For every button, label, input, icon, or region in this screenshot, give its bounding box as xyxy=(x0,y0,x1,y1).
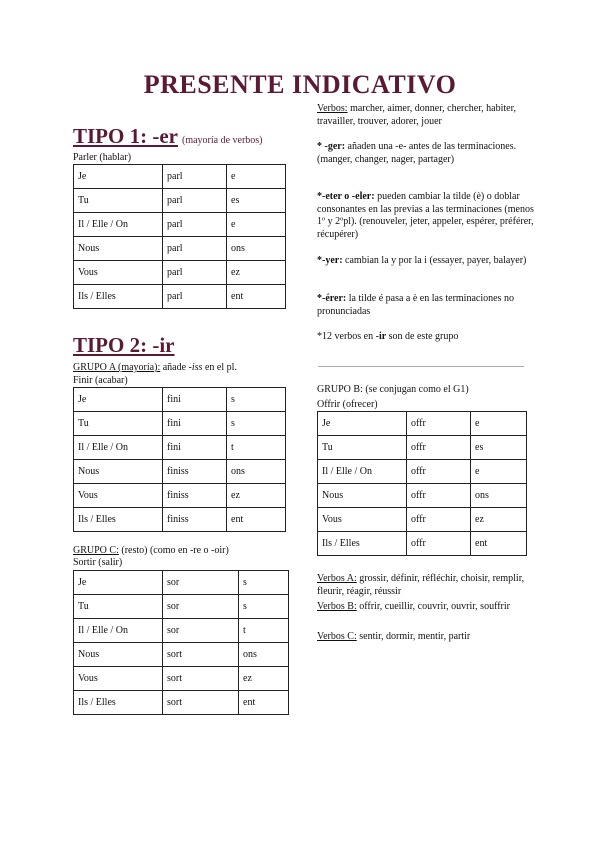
stem-cell: parl xyxy=(163,285,227,309)
grupo-c-note: (resto) (como en -re o -oir) xyxy=(118,545,229,556)
stem-cell: parl xyxy=(163,213,227,237)
verbos-note xyxy=(317,103,542,128)
table-row xyxy=(318,484,527,508)
grupo-a-note-em: -iss xyxy=(188,362,203,373)
grupo-a-note-post: en el pl. xyxy=(202,362,237,373)
pronoun-cell: Nous xyxy=(318,484,407,508)
pronoun-cell: Tu xyxy=(74,412,163,436)
ending-cell: ez xyxy=(471,508,527,532)
tipo2-title: TIPO 2: -ir xyxy=(73,333,175,357)
stem-cell: parl xyxy=(163,165,227,189)
stem-cell: fini xyxy=(163,436,227,460)
eter-bold: *-eter o -eler: xyxy=(317,191,375,202)
grupo-b-verb: Offrir (ofrecer) xyxy=(317,399,378,410)
table-row xyxy=(74,412,286,436)
stem-cell: parl xyxy=(163,237,227,261)
pronoun-cell: Nous xyxy=(74,460,163,484)
stem-cell: finiss xyxy=(163,460,227,484)
verbos-text: marcher, aimer, donner, chercher, habiter, travailler, trouver, adorer, jouer xyxy=(317,103,517,127)
table-row xyxy=(74,460,286,484)
eter-text: pueden cambiar la tilde (è) o doblar consonantes en las previas a las terminaciones (menos 1º y 2ºpl). (renouveler, jeter, appeler, espérer, préférer, récupérer) xyxy=(317,191,534,240)
verbos-c-label: Verbos C: xyxy=(317,631,357,642)
ger-examples: (manger, changer, nager, partager) xyxy=(317,153,455,165)
stem-cell: fini xyxy=(163,388,227,412)
verbos-a-text: grossir, définir, réfléchir, choisir, remplir, fleurir, réagir, réussir xyxy=(317,573,525,597)
table-row xyxy=(74,484,286,508)
ending-cell: s xyxy=(239,571,289,595)
table-row xyxy=(74,619,289,643)
grupo-c-caption xyxy=(73,545,303,557)
yer-text: cambian la y por la i (essayer, payer, balayer) xyxy=(342,255,527,266)
pronoun-cell: Vous xyxy=(318,508,407,532)
stem-cell: offr xyxy=(407,532,471,556)
ending-cell: e xyxy=(227,213,286,237)
grupo-a-verb: Finir (acabar) xyxy=(73,375,128,386)
ending-cell: es xyxy=(471,436,527,460)
ending-cell: s xyxy=(227,388,286,412)
tipo1-heading xyxy=(73,124,263,149)
table-row xyxy=(74,436,286,460)
verbos-c-note xyxy=(317,631,542,644)
table-row xyxy=(74,388,286,412)
count-bold: ir xyxy=(378,331,387,342)
pronoun-cell: Il / Elle / On xyxy=(74,619,163,643)
table-row xyxy=(318,508,527,532)
tipo1-title: TIPO 1: -er xyxy=(73,124,178,148)
erer-note xyxy=(317,293,542,318)
erer-bold: *-érer: xyxy=(317,293,347,304)
ending-cell: s xyxy=(227,412,286,436)
stem-cell: fini xyxy=(163,412,227,436)
table-row xyxy=(74,165,286,189)
stem-cell: offr xyxy=(407,460,471,484)
stem-cell: sort xyxy=(163,667,239,691)
stem-cell: sort xyxy=(163,691,239,715)
stem-cell: sor xyxy=(163,595,239,619)
tipo2-heading xyxy=(73,333,174,358)
count-post: son de este grupo xyxy=(386,331,459,342)
ending-cell: e xyxy=(471,412,527,436)
erer-text: la tilde é pasa a è en las terminaciones no pronunciadas xyxy=(317,293,514,317)
verbos-c-text: sentir, dormir, mentir, partir xyxy=(356,631,471,642)
pronoun-cell: Je xyxy=(74,388,163,412)
table-row xyxy=(318,532,527,556)
verbos-b-label: Verbos B: xyxy=(317,601,357,612)
ger-bold: * -ger: xyxy=(317,141,346,152)
pronoun-cell: Nous xyxy=(74,237,163,261)
ending-cell: e xyxy=(227,165,286,189)
table-row xyxy=(318,436,527,460)
grupo-a-table xyxy=(73,387,286,532)
pronoun-cell: Nous xyxy=(74,643,163,667)
count-pre: *12 verbos en - xyxy=(317,331,379,342)
stem-cell: offr xyxy=(407,412,471,436)
pronoun-cell: Ils / Elles xyxy=(74,508,163,532)
count-note xyxy=(317,331,542,344)
verbos-b-note xyxy=(317,601,542,614)
grupo-b-caption: GRUPO B: (se conjugan como el G1) xyxy=(317,384,469,395)
ending-cell: ent xyxy=(227,508,286,532)
divider xyxy=(318,366,524,367)
tipo1-note: (mayoría de verbos) xyxy=(181,135,263,146)
table-row xyxy=(318,460,527,484)
table-row xyxy=(74,213,286,237)
ending-cell: es xyxy=(227,189,286,213)
stem-cell: sor xyxy=(163,619,239,643)
ger-note xyxy=(317,141,542,166)
grupo-a-caption xyxy=(73,362,303,374)
stem-cell: offr xyxy=(407,484,471,508)
pronoun-cell: Tu xyxy=(318,436,407,460)
ending-cell: ons xyxy=(239,643,289,667)
pronoun-cell: Tu xyxy=(74,189,163,213)
stem-cell: finiss xyxy=(163,508,227,532)
ending-cell: t xyxy=(239,619,289,643)
grupo-c-label: GRUPO C: xyxy=(73,545,119,556)
table-row xyxy=(74,595,289,619)
table-row xyxy=(74,667,289,691)
pronoun-cell: Vous xyxy=(74,667,163,691)
grupo-a-note-pre: añade xyxy=(160,362,189,373)
stem-cell: parl xyxy=(163,261,227,285)
ending-cell: ent xyxy=(239,691,289,715)
ger-text: añaden una -e- antes de las terminaciones. xyxy=(345,141,517,152)
ending-cell: ons xyxy=(471,484,527,508)
ending-cell: s xyxy=(239,595,289,619)
grupo-a-label: GRUPO A (mayoría): xyxy=(73,362,161,373)
grupo-b-table xyxy=(317,411,527,556)
verbos-label: Verbos: xyxy=(317,103,348,114)
eter-note xyxy=(317,191,542,241)
verbos-b-text: offrir, cueillir, couvrir, ouvrir, souffrir xyxy=(356,601,510,612)
verbos-a-note xyxy=(317,573,542,598)
tipo1-table xyxy=(73,164,286,309)
yer-bold: *-yer: xyxy=(317,255,343,266)
table-row xyxy=(74,261,286,285)
table-row xyxy=(74,237,286,261)
stem-cell: offr xyxy=(407,436,471,460)
pronoun-cell: Ils / Elles xyxy=(74,691,163,715)
tipo1-verb: Parler (hablar) xyxy=(73,152,132,163)
pronoun-cell: Il / Elle / On xyxy=(74,213,163,237)
ending-cell: ent xyxy=(471,532,527,556)
ending-cell: ez xyxy=(239,667,289,691)
pronoun-cell: Tu xyxy=(74,595,163,619)
table-row xyxy=(74,571,289,595)
stem-cell: sort xyxy=(163,643,239,667)
pronoun-cell: Il / Elle / On xyxy=(74,436,163,460)
pronoun-cell: Vous xyxy=(74,484,163,508)
stem-cell: finiss xyxy=(163,484,227,508)
pronoun-cell: Je xyxy=(74,165,163,189)
ending-cell: ent xyxy=(227,285,286,309)
ending-cell: t xyxy=(227,436,286,460)
page-title: PRESENTE INDICATIVO xyxy=(143,70,457,99)
pronoun-cell: Je xyxy=(74,571,163,595)
ending-cell: ons xyxy=(227,237,286,261)
table-row xyxy=(74,285,286,309)
pronoun-cell: Vous xyxy=(74,261,163,285)
ending-cell: ez xyxy=(227,484,286,508)
table-row xyxy=(74,643,289,667)
ending-cell: ons xyxy=(227,460,286,484)
table-row xyxy=(318,412,527,436)
pronoun-cell: Ils / Elles xyxy=(74,285,163,309)
ending-cell: ez xyxy=(227,261,286,285)
table-row xyxy=(74,508,286,532)
pronoun-cell: Je xyxy=(318,412,407,436)
ending-cell: e xyxy=(471,460,527,484)
stem-cell: offr xyxy=(407,508,471,532)
pronoun-cell: Il / Elle / On xyxy=(318,460,407,484)
table-row xyxy=(74,691,289,715)
grupo-c-table xyxy=(73,570,289,715)
yer-note xyxy=(317,255,542,268)
grupo-c-verb: Sortir (salir) xyxy=(73,557,123,568)
pronoun-cell: Ils / Elles xyxy=(318,532,407,556)
verbos-a-label: Verbos A: xyxy=(317,573,357,584)
stem-cell: parl xyxy=(163,189,227,213)
table-row xyxy=(74,189,286,213)
stem-cell: sor xyxy=(163,571,239,595)
